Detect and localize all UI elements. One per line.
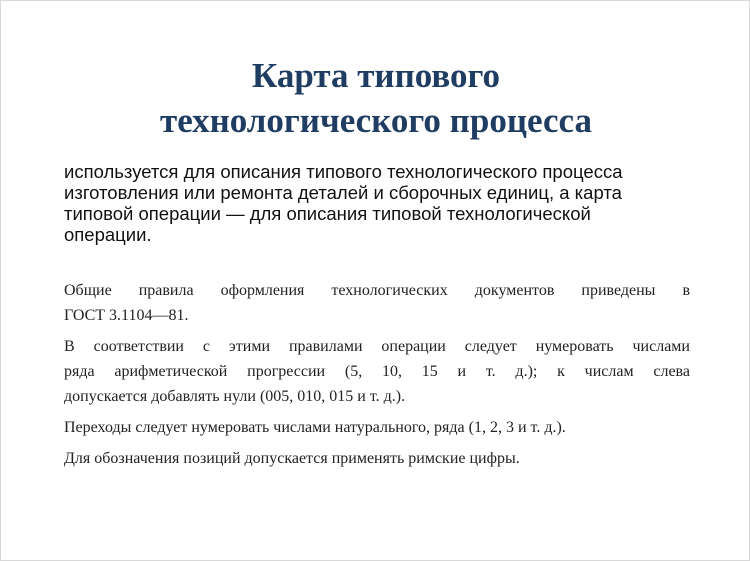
lead-text (64, 161, 704, 245)
slide-title (1, 53, 750, 143)
lead-line: типовой операции — для описания типовой технологической (64, 203, 591, 224)
paragraph-roman-numerals (64, 446, 690, 471)
paragraph-line: ГОСТ 3.1104—81. (64, 307, 189, 324)
paragraph-line: Для обозначения позиций допускается применять римские цифры. (64, 450, 520, 467)
paragraph-line: ряда арифметической прогрессии (5, 10, 15 и т. д.); к числам слева (64, 363, 690, 380)
body-text (64, 278, 690, 477)
paragraph-line: Общие правила оформления технологических документов приведены в (64, 282, 690, 299)
paragraph-transitions-numbering (64, 415, 690, 440)
paragraph-gost (64, 278, 690, 328)
lead-line: используется для описания типового технологического процесса (64, 161, 623, 182)
title-line: технологического процесса (160, 101, 592, 140)
paragraph-operations-numbering (64, 334, 690, 409)
paragraph-line: Переходы следует нумеровать числами натурального, ряда (1, 2, 3 и т. д.). (64, 419, 566, 436)
paragraph-line: допускается добавлять нули (005, 010, 015 и т. д.). (64, 388, 406, 405)
lead-line: операции. (64, 224, 152, 245)
lead-line: изготовления или ремонта деталей и сборочных единиц, а карта (64, 182, 622, 203)
paragraph-line: В соответствии с этими правилами операции следует нумеровать числами (64, 338, 690, 355)
title-line: Карта типового (251, 56, 501, 95)
